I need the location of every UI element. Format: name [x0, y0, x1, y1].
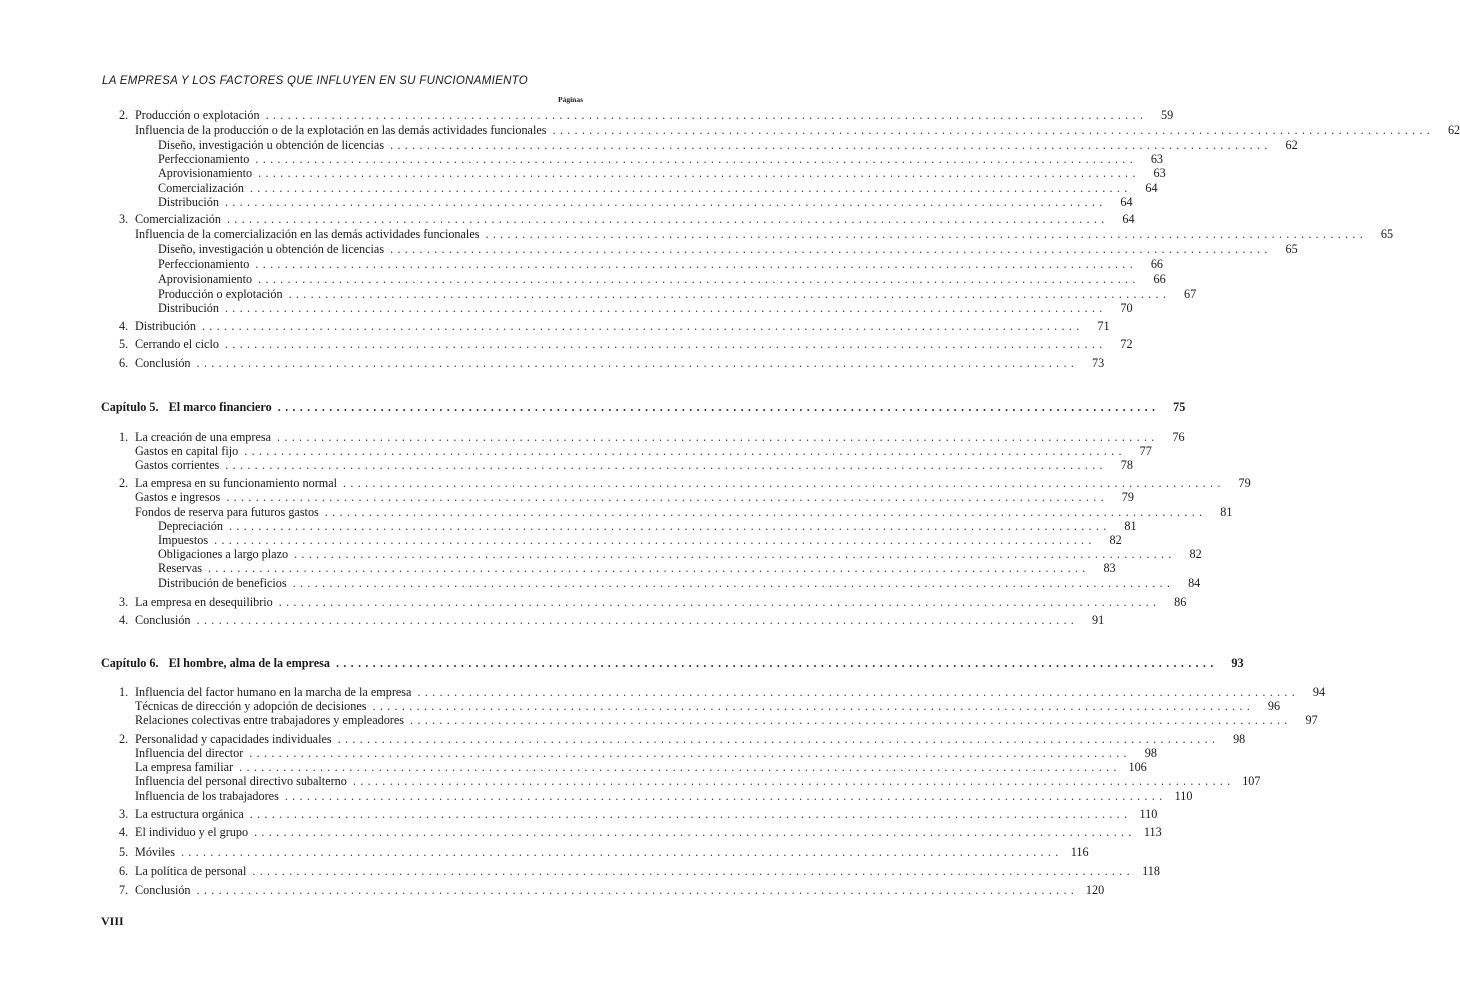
toc-entry — [119, 845, 1089, 859]
toc-entry — [119, 613, 1105, 627]
toc-entry — [158, 242, 1298, 256]
page-number: 62 — [1447, 123, 1460, 137]
dot-leader: ........................................................................................................................ — [292, 576, 1175, 590]
toc-entry — [135, 444, 1152, 458]
entry-title: Relaciones colectivas entre trabajadores y empleadores — [135, 713, 405, 727]
entry-number: 5. — [119, 845, 129, 859]
entry-title: Comercialización — [158, 181, 244, 195]
toc-entry — [135, 505, 1233, 519]
page-number: 76 — [1172, 430, 1185, 444]
page-number: 66 — [1150, 257, 1163, 271]
entry-title: Móviles — [135, 845, 175, 859]
entry-number: 7. — [119, 883, 129, 897]
entry-title: Gastos en capital fijo — [135, 444, 239, 458]
dot-leader: ........................................................................................................................ — [239, 760, 1121, 774]
dot-leader: ........................................................................................................................ — [196, 613, 1079, 627]
dot-leader: ........................................................................................................................ — [278, 595, 1161, 609]
dot-leader: ........................................................................................................................ — [196, 883, 1079, 897]
dot-leader: ........................................................................................................................ — [249, 181, 1132, 195]
page-number: 62 — [1285, 138, 1298, 152]
page-number: 84 — [1188, 576, 1201, 590]
toc-entry — [119, 108, 1174, 122]
entry-number: 1. — [119, 430, 129, 444]
entry-title: Perfeccionamiento — [158, 257, 250, 271]
page-number: 98 — [1144, 746, 1157, 760]
toc-entry — [119, 356, 1105, 370]
toc-entry — [135, 713, 1318, 727]
dot-leader: ........................................................................................................................ — [372, 699, 1255, 713]
entry-title: Personalidad y capacidades individuales — [135, 732, 332, 746]
chapter-number: Capítulo 5. — [101, 400, 159, 414]
page-number: 63 — [1150, 152, 1163, 166]
toc-entry — [119, 212, 1135, 226]
toc-entry — [158, 301, 1133, 315]
page-number: 86 — [1174, 595, 1187, 609]
page-number: 97 — [1305, 713, 1318, 727]
toc-entry — [119, 864, 1160, 878]
page-number: 71 — [1097, 319, 1110, 333]
toc-entry — [119, 883, 1105, 897]
page-number: 110 — [1174, 789, 1193, 803]
dot-leader: ........................................................................................................................ — [343, 476, 1225, 490]
dot-leader: ........................................................................................................................ — [324, 505, 1207, 519]
toc-entry — [158, 166, 1166, 180]
page-number: 98 — [1233, 732, 1246, 746]
dot-leader: ........................................................................................................................ — [224, 337, 1107, 351]
dot-leader: ........................................................................................................................ — [226, 212, 1109, 226]
toc-entry — [158, 138, 1298, 152]
toc-entry — [135, 760, 1147, 774]
dot-leader: ........................................................................................................................ — [201, 319, 1084, 333]
chapter-entry — [101, 400, 1186, 414]
dot-leader: ........................................................................................................................ — [277, 430, 1159, 444]
dot-leader: ........................................................................................................................ — [196, 356, 1079, 370]
toc-entry — [119, 337, 1133, 351]
entry-title: Impuestos — [158, 533, 209, 547]
entry-title: Distribución — [158, 301, 219, 315]
page-number: 66 — [1153, 272, 1166, 286]
entry-title: El marco financiero — [168, 400, 272, 414]
page-number: 70 — [1120, 301, 1133, 315]
dot-leader: ........................................................................................................................ — [265, 108, 1148, 122]
entry-title: Gastos corrientes — [135, 458, 220, 472]
toc-entry — [135, 699, 1281, 713]
dot-leader: ........................................................................................................................ — [226, 490, 1108, 504]
dot-leader: ........................................................................................................................ — [255, 257, 1137, 271]
page-number: 93 — [1231, 656, 1244, 670]
toc-entry — [119, 825, 1162, 839]
entry-title: La empresa familiar — [135, 760, 234, 774]
page-number: 77 — [1139, 444, 1152, 458]
toc-entry — [119, 430, 1185, 444]
page-number: 113 — [1143, 825, 1162, 839]
entry-title: Producción o explotación — [135, 108, 260, 122]
page-number: 107 — [1242, 774, 1261, 788]
dot-leader: ........................................................................................................................ — [224, 301, 1107, 315]
entry-title: Influencia de la comercialización en las demás actividades funcionales — [135, 227, 480, 241]
toc-entry — [158, 181, 1158, 195]
dot-leader: ........................................................................................................................ — [294, 547, 1176, 561]
dot-leader: ........................................................................................................................ — [252, 864, 1134, 878]
dot-leader: ........................................................................................................................ — [352, 774, 1235, 788]
entry-title: Comercialización — [135, 212, 221, 226]
entry-number: 4. — [119, 613, 129, 627]
entry-title: Distribución — [158, 195, 219, 209]
page-number: 64 — [1122, 212, 1135, 226]
page-number: 64 — [1120, 195, 1133, 209]
dot-leader: ........................................................................................................................ — [552, 123, 1435, 137]
entry-title: La política de personal — [135, 864, 247, 878]
toc-entry — [158, 533, 1122, 547]
toc-entry — [119, 685, 1326, 699]
dot-leader: ........................................................................................................................ — [225, 458, 1107, 472]
entry-title: Conclusión — [135, 356, 191, 370]
page-number: 65 — [1285, 242, 1298, 256]
page-number: 67 — [1184, 287, 1197, 301]
dot-leader: ........................................................................................................................ — [417, 685, 1300, 699]
entry-title: Perfeccionamiento — [158, 152, 250, 166]
dot-leader: ........................................................................................................................ — [258, 272, 1140, 286]
entry-number: 4. — [119, 825, 129, 839]
entry-title: Influencia del factor humano en la marcha de la empresa — [135, 685, 412, 699]
entry-title: Depreciación — [158, 519, 223, 533]
entry-title: Influencia del director — [135, 746, 244, 760]
page-number: 106 — [1128, 760, 1147, 774]
chapter-entry — [101, 656, 1244, 670]
toc-entry — [135, 789, 1193, 803]
entry-title: Influencia de los trabajadores — [135, 789, 279, 803]
entry-title: El hombre, alma de la empresa — [168, 656, 330, 670]
entry-title: Diseño, investigación u obtención de licencias — [158, 242, 385, 256]
page-number: 110 — [1139, 807, 1158, 821]
page-number: 96 — [1267, 699, 1281, 713]
toc-entry — [119, 476, 1251, 490]
running-head: LA EMPRESA Y LOS FACTORES QUE INFLUYEN EN SU FUNCIONAMIENTO — [102, 75, 529, 87]
entry-number: 4. — [119, 319, 129, 333]
toc-entry — [158, 287, 1197, 301]
entry-title: La creación de una empresa — [135, 430, 272, 444]
dot-leader: ........................................................................................................................ — [244, 444, 1126, 458]
page-number: 65 — [1380, 227, 1394, 241]
entry-title: Aprovisionamiento — [158, 272, 253, 286]
page-number: 81 — [1124, 519, 1137, 533]
dot-leader: ........................................................................................................................ — [390, 138, 1272, 152]
toc-entry — [135, 227, 1394, 241]
entry-number: 2. — [119, 732, 129, 746]
entry-title: El individuo y el grupo — [135, 825, 249, 839]
page-number: 79 — [1238, 476, 1251, 490]
dot-leader: ........................................................................................................................ — [214, 533, 1096, 547]
entry-title: Reservas — [158, 561, 202, 575]
toc-entry — [158, 257, 1163, 271]
toc-entry — [158, 576, 1201, 590]
dot-leader: ........................................................................................................................ — [335, 656, 1218, 670]
toc-entry — [158, 152, 1163, 166]
page-number: 94 — [1312, 685, 1326, 699]
page-number: 83 — [1103, 561, 1116, 575]
page-number: 73 — [1091, 356, 1105, 370]
entry-number: 6. — [119, 356, 129, 370]
toc-entry — [135, 490, 1134, 504]
entry-title: La empresa en desequilibrio — [135, 595, 273, 609]
toc-entry — [158, 272, 1166, 286]
dot-leader: ........................................................................................................................ — [254, 825, 1136, 839]
page-number: 72 — [1120, 337, 1133, 351]
page-number: 118 — [1142, 864, 1160, 878]
dot-leader: ........................................................................................................................ — [249, 746, 1131, 760]
entry-number: 3. — [119, 595, 129, 609]
entry-number: 5. — [119, 337, 129, 351]
entry-title: Fondos de reserva para futuros gastos — [135, 505, 319, 519]
toc-entry — [135, 458, 1133, 472]
toc-entry — [158, 547, 1202, 561]
dot-leader: ........................................................................................................................ — [224, 195, 1107, 209]
dot-leader: ........................................................................................................................ — [228, 519, 1111, 533]
entry-title: Obligaciones a largo plazo — [158, 547, 289, 561]
page-number: 81 — [1220, 505, 1233, 519]
entry-title: Gastos e ingresos — [135, 490, 221, 504]
dot-leader: ........................................................................................................................ — [208, 561, 1090, 575]
page-number: 75 — [1173, 400, 1186, 414]
entry-title: Distribución — [135, 319, 196, 333]
entry-title: Técnicas de dirección y adopción de decisiones — [135, 699, 367, 713]
entry-title: Producción o explotación — [158, 287, 283, 301]
chapter-number: Capítulo 6. — [101, 656, 159, 670]
page-number: 63 — [1153, 166, 1166, 180]
page-number: 91 — [1091, 613, 1105, 627]
entry-title: La estructura orgánica — [135, 807, 244, 821]
entry-title: Distribución de beneficios — [158, 576, 287, 590]
dot-leader: ........................................................................................................................ — [410, 713, 1292, 727]
page-number: 82 — [1189, 547, 1202, 561]
toc-entry — [158, 561, 1116, 575]
entry-number: 3. — [119, 807, 129, 821]
dot-leader: ........................................................................................................................ — [180, 845, 1063, 859]
toc-entry — [135, 746, 1157, 760]
dot-leader: ........................................................................................................................ — [390, 242, 1272, 256]
entry-title: Influencia del personal directivo subalterno — [135, 774, 347, 788]
dot-leader: ........................................................................................................................ — [277, 400, 1160, 414]
entry-number: 1. — [119, 685, 129, 699]
entry-number: 6. — [119, 864, 129, 878]
dot-leader: ........................................................................................................................ — [255, 152, 1137, 166]
toc-entry — [119, 807, 1158, 821]
toc-entry — [158, 195, 1133, 209]
toc-entry — [158, 519, 1137, 533]
page-folio: VIII — [101, 914, 124, 928]
entry-title: Influencia de la producción o de la explotación en las demás actividades funcionales — [135, 123, 547, 137]
entry-title: Conclusión — [135, 883, 191, 897]
toc-entry — [119, 319, 1110, 333]
dot-leader: ........................................................................................................................ — [485, 227, 1368, 241]
entry-number: 3. — [119, 212, 129, 226]
toc-entry — [135, 774, 1261, 788]
dot-leader: ........................................................................................................................ — [337, 732, 1220, 746]
entry-number: 2. — [119, 476, 129, 490]
dot-leader: ........................................................................................................................ — [258, 166, 1140, 180]
entry-title: Conclusión — [135, 613, 191, 627]
page-number: 64 — [1145, 181, 1158, 195]
page-number: 78 — [1120, 458, 1133, 472]
entry-title: La empresa en su funcionamiento normal — [135, 476, 338, 490]
dot-leader: ........................................................................................................................ — [284, 789, 1167, 803]
dot-leader: ........................................................................................................................ — [288, 287, 1171, 301]
page-number: 79 — [1121, 490, 1134, 504]
page-number: 116 — [1070, 845, 1089, 859]
page-number: 59 — [1161, 108, 1174, 122]
entry-number: 2. — [119, 108, 129, 122]
page-number: 82 — [1109, 533, 1122, 547]
toc-entry — [119, 595, 1187, 609]
pages-column-label: Páginas — [557, 95, 583, 104]
toc-entry — [135, 123, 1460, 137]
page-number: 120 — [1085, 883, 1105, 897]
entry-title: Cerrando el ciclo — [135, 337, 219, 351]
entry-title: Diseño, investigación u obtención de licencias — [158, 138, 385, 152]
dot-leader: ........................................................................................................................ — [249, 807, 1132, 821]
toc-entry — [119, 732, 1246, 746]
entry-title: Aprovisionamiento — [158, 166, 253, 180]
